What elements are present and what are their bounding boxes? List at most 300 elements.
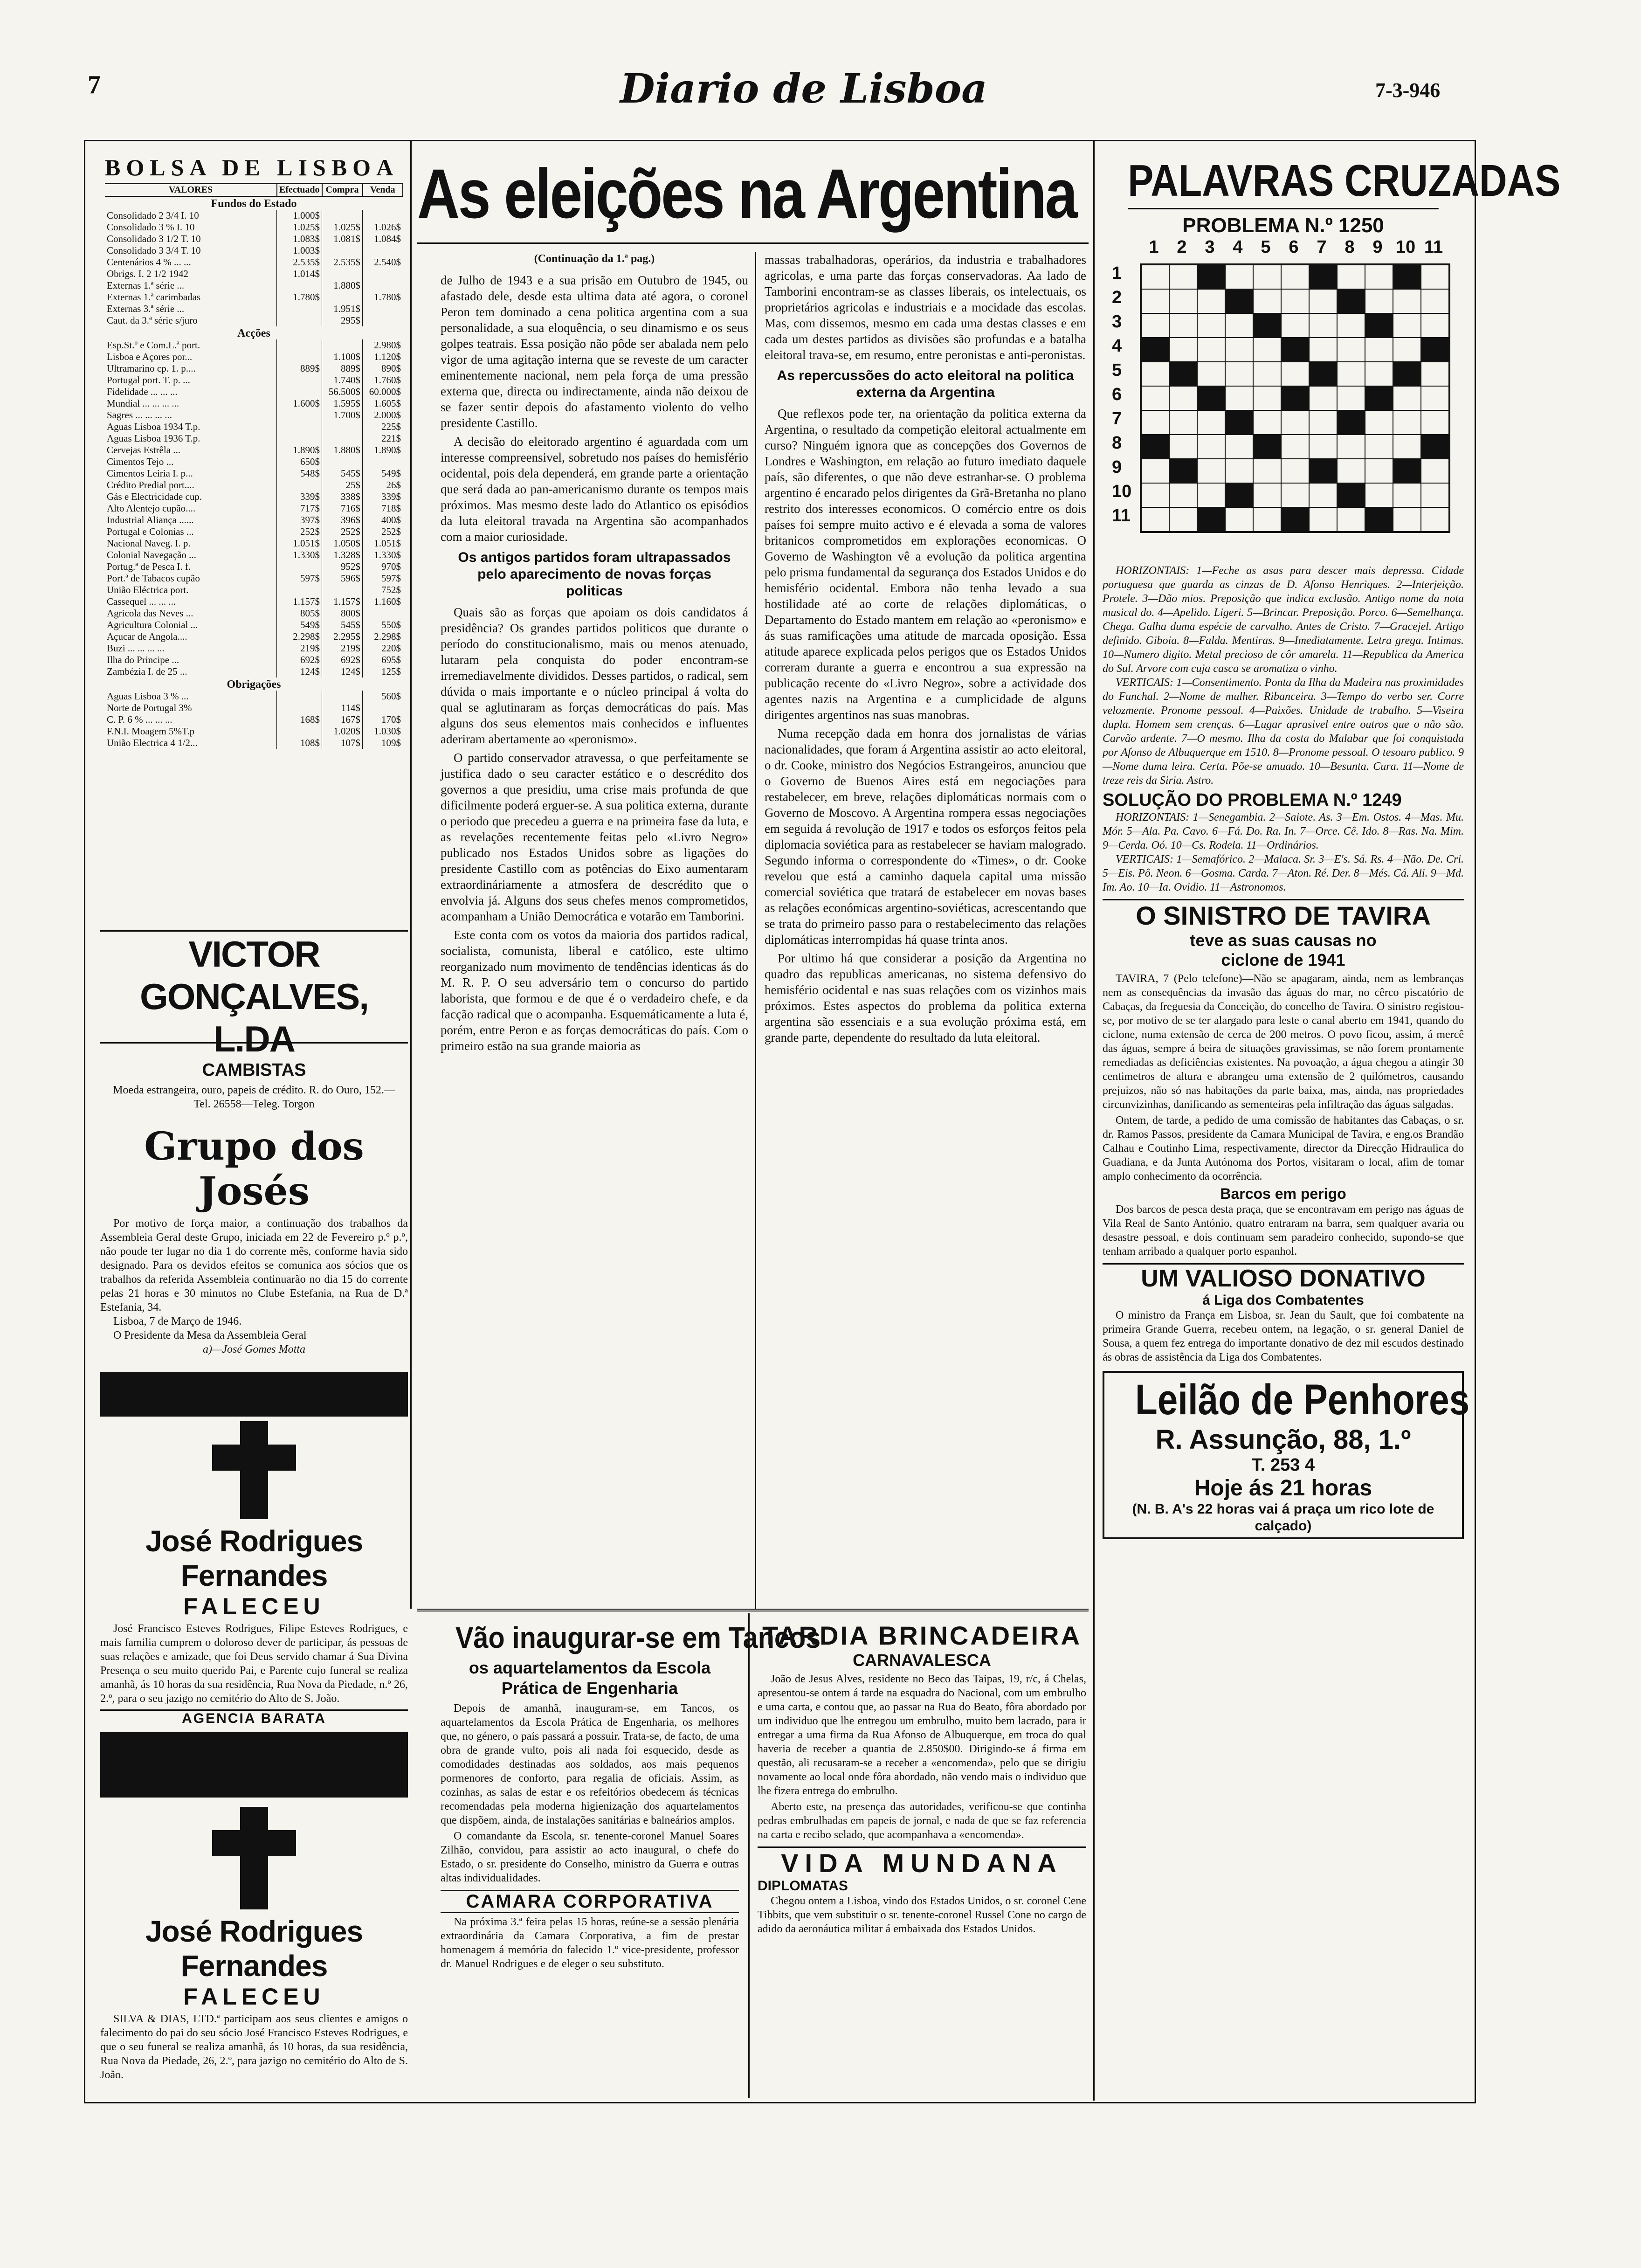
crossword-cell [1365,483,1393,507]
crossword-cell [1225,265,1253,289]
crossword-cell [1141,338,1169,362]
bolsa-row [105,538,403,549]
crossword-cell [1337,362,1365,386]
bolsa-security-name: C. P. 6 % ... ... ... [107,714,172,725]
bolsa-price: 1.890$ [277,444,322,456]
bolsa-price [277,561,322,573]
bolsa-row [105,268,403,280]
bolsa-price [363,303,403,315]
argentina-p6: massas trabalhadoras, operários, da industria e trabalhadores agricolas, e uma parte das forças conservadoras. Aa lado de Tamborini encontram-se as classes liberais, os intelectuais, os proprietários agricolas e industriais e a mocidade das escolas. Mas, com dissemos, mesmo em cada uma destas classes e em cada um destes partidos as divisões são profundas e a batalha eleitoral trava-se, em resumo, entre peronistas e anti-peronistas. [765,253,1086,362]
bolsa-price: 396$ [322,514,363,526]
bolsa-price: 889$ [322,363,363,374]
crossword-cell [1309,459,1337,483]
crossword-cell [1141,386,1169,410]
tardia-subtitle: CARNAVALESCA [853,1651,991,1670]
bolsa-security-name: Mundial ... ... ... ... [107,398,179,409]
bolsa-price: 1.020$ [322,726,363,737]
bolsa-row [105,233,403,245]
bolsa-price: 25$ [322,479,363,491]
obit2-cross [100,1798,408,1909]
obit1-word: FALECEU [183,1593,325,1619]
bolsa-price: 221$ [363,433,403,444]
bolsa-price: 1.330$ [277,549,322,561]
crossword-col-number: 5 [1261,237,1271,257]
bolsa-price: 1.157$ [277,596,322,608]
palavras-title: PALAVRAS CRUZADAS [1128,154,1439,209]
crossword-cell [1337,386,1365,410]
bolsa-price [277,479,322,491]
crossword-cell [1393,483,1421,507]
bolsa-price: 397$ [277,514,322,526]
crossword-cell [1337,483,1365,507]
bolsa-price: 168$ [277,714,322,726]
bolsa-security-name: União Eléctrica port. [107,584,189,595]
crossword-cell [1281,507,1309,532]
bolsa-price [277,386,322,398]
bolsa-col-header: Efectuado [277,184,322,196]
crossword-cell [1225,483,1253,507]
crossword-col-number: 8 [1345,237,1355,257]
bolsa-price [322,456,363,468]
bolsa-security-name: Lisboa e Açores por... [107,351,193,362]
bolsa-price [277,584,322,596]
masthead: Diario de Lisboa [620,65,987,112]
bolsa-price [322,245,363,256]
crossword-cell [1421,507,1449,532]
bolsa-row [105,303,403,315]
crossword-cell [1281,265,1309,289]
bolsa-security-name: Crédito Predial port.... [107,479,194,491]
bolsa-security-name: Centenários 4 % ... ... [107,256,191,268]
bolsa-row [105,444,403,456]
bolsa-price: 1.051$ [277,538,322,549]
crossword-cell [1253,338,1281,362]
bolsa-price [363,268,403,280]
bolsa-price: 597$ [363,573,403,584]
bolsa-price: 170$ [363,714,403,726]
argentina-p5: Este conta com os votos da maioria dos partidos radical, socialista, comunista, liberal e católico, este ultimo reorganizado num movimento de tendências identicas ás do M. R. P. O seu adversário tem o concurso do partido laborista, que formou e de que é o verdadeiro chefe, e da facção radical que o acompanha. Esquemáticamente a luta é, porém, entre Peron e as forças democráticas do país. Com o primeiro estão na sua grande maioria as [441,928,748,1053]
bolsa-price: 108$ [277,737,322,749]
bolsa-row [105,561,403,573]
bolsa-price: 1.160$ [363,596,403,608]
crossword [1103,237,1464,564]
crossword-cell [1169,338,1197,362]
crossword-cell [1309,507,1337,532]
bolsa-security-name: Ilha do Principe ... [107,654,179,665]
obit2-black-bar [100,1732,408,1798]
argentina-p8: Numa recepção dada em honra dos jornalistas de várias nacionalidades, que foram á Argentina assistir ao acto eleitoral, o dr. Cooke, ministro dos Negócios Estrangeiros, anunciou que o Governo de Buenos Aires está em negociações para restabelecer, em breve, relações diplomáticas normais com o Governo de Moscovo. A Argentina rompera essas negociações em seguida á revolução de 1917 e todos os esforços feitos pela diplomacia soviética para as restabelecer se haviam malogrado. Segundo informa o correspondente do «Times», o dr. Cooke revelou que está a caminho daquela capital uma missão comercial soviética que tratará de estabelecer em novas bases as relações económicas argentino-soviéticas, acrescentando que se trata do primeiro passo para o restabelecimento das relações diplomáticas interrompidas há quase trinta anos. [765,726,1086,947]
bolsa-price [277,421,322,433]
crossword-cell [1197,459,1225,483]
leilao-address: R. Assunção, 88, 1.º [1155,1424,1411,1455]
crossword-cell [1365,386,1393,410]
bolsa-price: 549$ [277,619,322,631]
donativo-text: O ministro da França em Lisboa, sr. Jean du Sault, que foi combatente na primeira Grande Guerra, recebeu ontem, na legação, o sr. general Daniel de Sousa, a quem fez entrega do importante donativo de dez mil escudos destinado ás obras de assistência da Liga dos Combatentes. [1103,1309,1464,1363]
crossword-cell [1169,265,1197,289]
bolsa-price: 2.000$ [363,409,403,421]
bolsa-row [105,479,403,491]
grupo-text: Por motivo de força maior, a continuação dos trabalhos da Assembleia Geral deste Grupo, iniciada em 22 de Fevereiro p.º p.º, não poude ter lugar no dia 1 do corrente mês, conforme havia sido designado. Para os devidos efeitos se comunica aos sócios que os trabalhos da referida Assembleia continuarão no dia 15 do corrente pelas 21 horas e 30 minutos no Clube Estefania, na Rua de D.ª Estefania, 34. [100,1217,408,1314]
crossword-cell [1281,483,1309,507]
bolsa-row [105,549,403,561]
crossword-cell [1141,435,1169,459]
crossword-cell [1309,362,1337,386]
crossword-cell [1225,362,1253,386]
bolsa-price [363,315,403,326]
crossword-col-number: 1 [1149,237,1159,257]
crossword-cell [1393,265,1421,289]
bolsa-price: 1.600$ [277,398,322,409]
bolsa-row [105,280,403,291]
camara-text: Na próxima 3.ª feira pelas 15 horas, reúne-se a sessão plenária extraordinária da Camara Corporativa, a fim de prestar homenagem á memória do falecido 1.º vice-presidente, professor dr. Manuel Rodrigues e de eleger o seu substituto. [441,1916,739,1970]
bolsa-security-name: Sagres ... ... ... ... [107,409,172,421]
crossword-cell [1309,265,1337,289]
crossword-col-number: 2 [1177,237,1187,257]
crossword-cell [1169,289,1197,313]
bolsa-security-name: Norte de Portugal 3% [107,702,192,713]
argentina-p7: Que reflexos pode ter, na orientação da politica externa da Argentina, o resultado da competição eleitoral actualmente em curso? Ninguém ignora que as concepções dos Governos de Londres e Washington, em relação ao futuro imediato daquele país, são diferentes, o que não deve estranhar-se. O problema argentino é encarado pelos dirigentes da Grã-Bretanha no plano restrito dos interesses economicos. O comércio entre os dois países foi sempre muito activo e é elevada a soma de valores britanicos comprometidos em explorações economicas. O Governo de Washington vê a evolução da politica argentina pelo prisma fundamental da segurança dos Estados Unidos e do hemisfério ocidental. Embora não tenha levado a sua hostilidade até ao corte de relações diplomáticas, o Departamento do Estado mantem em relação ao «peronismo» e ás suas ramificações uma atitude de marcada oposição. Essa atitude aparece explicada pelos perigos que os Estados Unidos correram durante a guerra e encontrou a sua expressão na publicação recente do «Livro Negro», sobre a actividade dos agentes nazis na Argentina e a cumplicidade de alguns dirigentes argentinos nas suas manobras. [765,407,1086,722]
crossword-cell [1225,435,1253,459]
bolsa-price: 1.595$ [322,398,363,409]
crossword-cell [1141,289,1169,313]
crossword-cell [1281,459,1309,483]
bolsa-price [277,315,322,326]
obit2-name: José Rodrigues Fernandes [145,1915,363,1983]
bolsa-row [105,491,403,503]
bolsa-price: 716$ [322,503,363,514]
crossword-cell [1421,459,1449,483]
crossword-cell [1141,483,1169,507]
bolsa-price [277,280,322,291]
bolsa-security-name: Zambézia I. de 25 ... [107,666,187,677]
crossword-cell [1281,410,1309,435]
crossword-cell [1225,386,1253,410]
bolsa-price [277,726,322,737]
bolsa-row [105,421,403,433]
crossword-col-number: 9 [1372,237,1383,257]
crossword-cell [1169,410,1197,435]
bolsa-price: 1.890$ [363,444,403,456]
crossword-cell [1421,289,1449,313]
bolsa-security-name: Gás e Electricidade cup. [107,491,202,502]
obit1-text: José Francisco Esteves Rodrigues, Filipe Esteves Rodrigues, e mais familia cumprem o doloroso dever de participar, ás pessoas de suas relações e amizade, que foi Deus servido chamar á Sua Divina Presença o seu muito querido Pai, e Parente cujo funeral se realiza amanhã, ás 10 horas da sua residência, Rua Nova da Piedade, n.º 26, 2.º, para o seu jazigo no cemitério do Alto de S. João. [100,1623,408,1705]
bolsa-price [322,691,363,702]
bolsa-price: 805$ [277,608,322,619]
bolsa-col-header: Compra [322,184,363,196]
bolsa-price [322,339,363,351]
crossword-cell [1197,483,1225,507]
leilao-phone: T. 253 4 [1251,1455,1315,1475]
crossword-col-number: 10 [1395,237,1416,257]
tancos-p2: O comandante da Escola, sr. tenente-coronel Manuel Soares Zilhão, convidou, para assistir ao acto inaugural, o chefe do Estado, o sr. presidente do Conselho, ministro da Guerra e outras altas individualidades. [441,1830,739,1884]
bolsa-price [363,280,403,291]
bolsa-price: 124$ [322,666,363,678]
bolsa-price [363,456,403,468]
bolsa-price: 545$ [322,619,363,631]
bolsa-security-name: Obrigs. I. 2 1/2 1942 [107,268,188,279]
bolsa-row [105,210,403,221]
vida-text: Chegou ontem a Lisboa, vindo dos Estados Unidos, o sr. coronel Cene Tibbits, que vem substituir o sr. tenente-coronel Russel Cone no cargo de adido da aeronáutica militar á embaixada dos Estados Unidos. [758,1895,1086,1935]
tardia-p2: Aberto este, na presença das autoridades, verificou-se que continha pedras embrulhadas em papeis de jornal, e nada de que se faz referencia na carta e recibo selado, que acompanhava a «encomenda». [758,1801,1086,1841]
crossword-cell [1253,289,1281,313]
victor-subtitle: CAMBISTAS [202,1060,306,1080]
argentina-p2: A decisão do eleitorado argentino é aguardada com um interesse compreensivel, sobretudo nos países do hemisfério ocidental, pois dela dependerá, em grande parte a orientação que será dada ao pan-americanismo durante os tempos mais próximos. Mas mesmo deste lado do Atlantico os episódios da luta eleitoral travada na Argentina são acompanhados com a maior curiosidade. [441,435,748,544]
bolsa-price: 752$ [363,584,403,596]
crossword-cell [1337,507,1365,532]
bolsa-security-name: Port.ª de Tabacos cupão [107,573,200,584]
obit1-black-bar [100,1372,408,1417]
leilao-time: Hoje ás 21 horas [1194,1476,1372,1500]
bolsa-price: 339$ [363,491,403,503]
crossword-cell [1197,338,1225,362]
bolsa-security-name: Consolidado 2 3/4 I. 10 [107,210,199,221]
bolsa-price: 338$ [322,491,363,503]
crossword-cell [1337,313,1365,338]
bolsa-price: 1.026$ [363,221,403,233]
bolsa-security-name: União Electrica 4 1/2... [107,737,198,748]
bolsa-price: 550$ [363,619,403,631]
bolsa-security-name: Agricultura Colonial ... [107,619,198,630]
obit2-text: SILVA & DIAS, LTD.ª participam aos seus clientes e amigos o falecimento do pai do seu sócio José Francisco Esteves Rodrigues, e que o seu funeral se realiza amanhã, ás 10 horas, da sua residência, Rua Nova da Piedade, 26, 2.º, para jazigo no cemitério do Alto de S. João. [100,2013,408,2081]
crossword-cell [1365,362,1393,386]
bolsa-col-header: VALORES [105,184,277,196]
crossword-cell [1169,386,1197,410]
crossword-row-number: 11 [1112,506,1131,526]
crossword-cell [1281,338,1309,362]
crossword-cell [1253,483,1281,507]
bolsa-security-name: Alto Alentejo cupão.... [107,503,196,514]
crossword-cell [1421,338,1449,362]
bolsa-price: 1.051$ [363,538,403,549]
crossword-cell [1309,386,1337,410]
crossword-cell [1365,338,1393,362]
bolsa-price: 548$ [277,468,322,479]
crossword-cell [1421,483,1449,507]
argentina-col2 [765,252,1086,1048]
crossword-cell [1169,313,1197,338]
grupo-title: Grupo dos Josés [144,1124,364,1214]
bolsa-row [105,245,403,256]
bolsa-price: 717$ [277,503,322,514]
bolsa-price: 549$ [363,468,403,479]
crossword-cell [1281,435,1309,459]
crossword-cell [1253,410,1281,435]
tardia-article [758,1620,1086,1936]
bolsa-price: 125$ [363,666,403,678]
crossword-cell [1197,410,1225,435]
bolsa-price: 695$ [363,654,403,666]
crossword-cell [1253,265,1281,289]
bolsa-price: 650$ [277,456,322,468]
leilao-note: (N. B. A's 22 horas vai á praça um rico lote de calçado) [1132,1501,1434,1534]
bolsa-price [322,433,363,444]
bolsa-price: 952$ [322,561,363,573]
bolsa-price: 2.535$ [322,256,363,268]
bolsa-price: 1.780$ [363,291,403,303]
bolsa-price: 1.700$ [322,409,363,421]
crossword-cell [1225,338,1253,362]
bolsa-row [105,654,403,666]
crossword-cell [1393,459,1421,483]
bolsa-price [363,210,403,221]
obit2-word: FALECEU [183,1984,325,2010]
crossword-cell [1309,313,1337,338]
bolsa-security-name: Portugal e Colonias ... [107,526,194,537]
bolsa-row [105,351,403,363]
crossword-cell [1393,410,1421,435]
bolsa-price [363,608,403,619]
bolsa-row [105,643,403,654]
bolsa-price [277,303,322,315]
crossword-cell [1197,265,1225,289]
tavira-subtitle: teve as suas causas no ciclone de 1941 [1190,931,1377,969]
tancos-title: Vão inaugurar-se em Tancos [455,1621,821,1654]
bolsa-price: 219$ [277,643,322,654]
bolsa-price [277,374,322,386]
bolsa-price: 692$ [277,654,322,666]
bolsa-section-title: Fundos do Estado [211,198,297,210]
bolsa-security-name: Colonial Navegação ... [107,549,196,560]
crossword-cell [1421,386,1449,410]
bolsa-price: 114$ [322,702,363,714]
bolsa-price: 219$ [322,643,363,654]
crossword-cell [1309,435,1337,459]
bolsa-security-name: Externas 1.ª série ... [107,280,185,291]
solution-title: SOLUÇÃO DO PROBLEMA N.º 1249 [1103,790,1402,810]
crossword-cell [1225,459,1253,483]
bolsa-row [105,503,403,514]
bolsa-security-name: Consolidado 3 1/2 T. 10 [107,233,201,244]
bolsa-price: 1.025$ [277,221,322,233]
argentina-continuation: (Continuação da 1.ª pag.) [534,253,655,265]
crossword-row-number: 9 [1112,457,1122,477]
bolsa-price: 2.295$ [322,631,363,643]
bolsa-price: 1.084$ [363,233,403,245]
crossword-cell [1365,507,1393,532]
crossword-cell [1337,338,1365,362]
tardia-p1: João de Jesus Alves, residente no Beco das Taipas, 19, r/c, á Chelas, apresentou-se ontem á tarde na esquadra do Nacional, com um embrulho e uma carta, e contou que, ao passar na Rua do Beato, fôra abordado por um individuo que lhe entregou um embrulho, muito bem lacrado, para ir entregar a uma firma da Rua Afonso de Albuquerque, em troca do qual haveria de receber a quantia de 2.850$00. Dirigindo-se á firma em questão, ali recusaram-se a receber a «encomenda», pelo que se dirigiu novamente ao local onde fôra abordado, não vendo mais o individuo que lhe fizera entrega do embrulho. [758,1673,1086,1797]
solution-horizontais: HORIZONTAIS: 1—Senegambia. 2—Saiote. As. 3—Em. Ostos. 4—Mas. Mu. Mór. 5—Ala. Pa. Cavo. 6—Fá. Do. Ra. In. 7—Orce. Cê. Ido. 8—Ras. Na. Mim. 9—Cerda. Oó. 10—Cs. Rodela. 11—Ordinários. [1103,811,1464,851]
bolsa-row [105,514,403,526]
argentina-p9: Por ultimo há que considerar a posição da Argentina no quadro das republicas americanas, no sistema defensivo do hemisfério ocidental e nas suas relações com os vizinhos mais próximos. Estes aspectos do problema da politica externa argentina são essenciais e a sua evolução próxima está, em grande parte, dependente do resultado da luta eleitoral. [765,951,1086,1044]
bolsa-price: 1.740$ [322,374,363,386]
bolsa-section-title: Acções [237,327,270,339]
victor-text: Moeda estrangeira, ouro, papeis de crédito. R. do Ouro, 152.—Tel. 26558—Teleg. Torgon [113,1084,395,1110]
bolsa-row [105,573,403,584]
tavira-p1: TAVIRA, 7 (Pelo telefone)—Não se apagaram, ainda, nem as lembranças nem as consequências da invasão das águas do mar, no cêrco piscatório de Cabaças, da freguesia da Conceição, do concelho de Tavira. O sinistro registou-se, por motivo de se ter alargado para leste o canal aberto em 1941, quando do ciclone, numa extensão de cerca de 200 metros. O povo ficou, assim, á mercê das águas, sempre á beira de situações gravissimas, se não forem prontamente remediadas as deficiências existentes. Na povoação, a água chegou a atingir 30 centimetros de altura e abrangeu uma extensão de 2 quilómetros, causando prejuizos, não só nas habitações da parte baixa, mas, ainda, nas propriedades circunvizinhas, danificando as sementeiras pela infiltração das águas salgadas. [1103,973,1464,1111]
crossword-row-number: 4 [1112,336,1122,356]
bolsa-price: 124$ [277,666,322,678]
argentina-col1 [441,252,748,1057]
bolsa-price: 1.100$ [322,351,363,363]
bolsa-row [105,398,403,409]
crossword-cell [1253,313,1281,338]
tancos-subtitle: os aquartelamentos da Escola Prática de Engenharia [469,1658,711,1698]
bolsa-title: BOLSA DE LISBOA [105,154,403,184]
bolsa-security-name: Nacional Naveg. I. p. [107,538,191,549]
crossword-cell [1309,289,1337,313]
bolsa-row [105,256,403,268]
crossword-cell [1169,435,1197,459]
crossword-cell [1225,289,1253,313]
crossword-col-number: 7 [1317,237,1327,257]
bolsa-price [322,584,363,596]
crossword-row-number: 2 [1112,288,1122,307]
crossword-cell [1197,362,1225,386]
crossword-cell [1393,313,1421,338]
crossword-cell [1169,507,1197,532]
bolsa-row [105,363,403,374]
crossword-cell [1421,435,1449,459]
palavras-problem: PROBLEMA N.º 1250 [1182,214,1384,237]
bolsa-price [322,268,363,280]
crossword-cell [1309,410,1337,435]
bolsa-price: 295$ [322,315,363,326]
crossword-cell [1393,507,1421,532]
crossword-cell [1337,289,1365,313]
bolsa-price: 1.605$ [363,398,403,409]
crossword-cell [1169,362,1197,386]
crossword-cell [1253,507,1281,532]
bolsa-security-name: Cimentos Tejo ... [107,456,174,467]
bolsa-row [105,666,403,678]
palavras-horizontais: HORIZONTAIS: 1—Feche as asas para descer mais depressa. Cidade portuguesa que guarda as cinzas de D. Afonso Henriques. 2—Interjeição. Protele. 3—Dão mios. Preposição que indica exclusão. Antigo nome da nota musical do. 4—Apelido. Ligeri. 5—Brincar. Preposição. Porco. 6—Semelhança. Chega. Galha duma espécie de carvalho. Antes de Cristo. 7—Gracejel. Artigo definido. Giboia. 8—Falda. Mentiras. 9—Imediatamente. Letra grega. Intimas. 10—Numero digito. Metal precioso de côr amarela. 11—Republica da America do Sul. Arvore com cuja casca se aromatiza o vinho. [1103,565,1464,675]
bolsa-price: 2.535$ [277,256,322,268]
crossword-cell [1225,313,1253,338]
bolsa-price: 56.500$ [322,386,363,398]
bolsa-security-name: Buzi ... ... ... ... [107,643,165,654]
crossword-row-number: 8 [1112,433,1122,453]
bolsa-price: 889$ [277,363,322,374]
obit1-cross [100,1417,408,1519]
argentina-p4: O partido conservador atravessa, o que perfeitamente se justifica dado o seu caracter estático e o descrédito dos governos a que presidiu, uma crise mais profunda de que dificilmente poderá erguer-se. A sua politica externa, durante o periodo que precedeu a guerra e na primeira fase da luta, e as revelações recentemente feitas pelo «Livro Negro» publicado nos Estados Unidos sobre as ligações do presidente Castillo com as potências do Eixo aumentaram extraordináriamente a atmosfera de descrédito que o envolvia já. Alguns dos seus chefes menos comprometidos, acompanham a União Democrática e votarão em Tamborini. [441,751,748,923]
bolsa-row [105,619,403,631]
bolsa-security-name: Esp.St.º e Com.L.ª port. [107,339,200,351]
bolsa-price: 560$ [363,691,403,702]
crossword-cell [1365,410,1393,435]
bolsa-row [105,456,403,468]
bolsa-price: 2.980$ [363,339,403,351]
bolsa-price: 60.000$ [363,386,403,398]
solution-verticais: VERTICAIS: 1—Semafórico. 2—Malaca. Sr. 3—E's. Sá. Rs. 4—Não. De. Cri. 5—Eis. Pô. Neon. 6—Gosma. Carda. 7—Aton. Ré. Der. 8—Més. Cá. Ali. 9—Md. Im. Ao. 10—Ia. Ovidio. 11—Astronomos. [1103,853,1464,893]
bolsa-price: 107$ [322,737,363,749]
crossword-cell [1197,289,1225,313]
crossword-cell [1253,459,1281,483]
crossword-row-number: 10 [1112,482,1132,501]
crossword-cell [1365,289,1393,313]
bolsa-price: 545$ [322,468,363,479]
bolsa-price: 1.025$ [322,221,363,233]
crossword-cell [1337,459,1365,483]
bolsa-price: 1.120$ [363,351,403,363]
bolsa-row [105,468,403,479]
bolsa-security-name: Fidelidade ... ... ... [107,386,178,397]
bolsa-price: 400$ [363,514,403,526]
bolsa-price: 1.328$ [322,549,363,561]
grupo-date: Lisboa, 7 de Março de 1946. [113,1315,242,1328]
bolsa-price: 1.081$ [322,233,363,245]
bolsa-price: 970$ [363,561,403,573]
bolsa-row [105,691,403,702]
bolsa-security-name: Consolidado 3 % I. 10 [107,221,195,233]
bolsa-price: 2.540$ [363,256,403,268]
agencia-barata: AGENCIA BARATA [182,1711,326,1726]
crossword-col-number: 4 [1233,237,1243,257]
vida-title: VIDA MUNDANA [781,1848,1063,1878]
crossword-cell [1309,338,1337,362]
argentina-subhead-2: As repercussões do acto eleitoral na politica externa da Argentina [777,368,1074,400]
bolsa-section-title: Obrigações [227,678,281,691]
